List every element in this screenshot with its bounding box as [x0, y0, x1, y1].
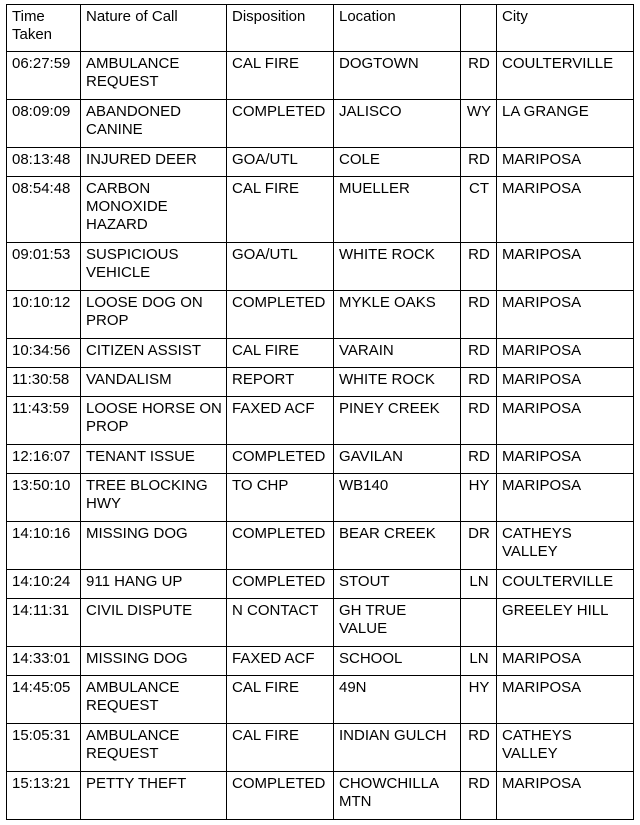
cell-nature: MISSING DOG	[81, 647, 227, 676]
table-row	[7, 368, 634, 397]
header-row	[7, 5, 634, 52]
cell-city: MARIPOSA	[497, 647, 634, 676]
cell-nature: SUSPICIOUS VEHICLE	[81, 243, 227, 291]
cell-suffix: LN	[461, 647, 497, 676]
cell-suffix: RD	[461, 368, 497, 397]
cell-location: SCHOOL	[334, 647, 461, 676]
cell-disposition: GOA/UTL	[227, 243, 334, 291]
table-row	[7, 676, 634, 724]
cell-time: 14:10:16	[7, 522, 81, 570]
cell-nature: VANDALISM	[81, 368, 227, 397]
cell-city: COULTERVILLE	[497, 52, 634, 100]
cell-nature: PETTY THEFT	[81, 772, 227, 820]
cell-time: 11:30:58	[7, 368, 81, 397]
cell-location: CHOWCHILLA MTN	[334, 772, 461, 820]
cell-time: 11:43:59	[7, 397, 81, 445]
cell-location: BEAR CREEK	[334, 522, 461, 570]
cell-location: 49N	[334, 676, 461, 724]
cell-disposition: COMPLETED	[227, 570, 334, 599]
cell-suffix: RD	[461, 397, 497, 445]
cell-disposition: TO CHP	[227, 474, 334, 522]
cell-city: MARIPOSA	[497, 445, 634, 474]
cell-time: 12:16:07	[7, 445, 81, 474]
cell-location: JALISCO	[334, 100, 461, 148]
cell-nature: CARBON MONOXIDE HAZARD	[81, 177, 227, 243]
header-suffix	[461, 5, 497, 52]
cell-location: PINEY CREEK	[334, 397, 461, 445]
cell-disposition: CAL FIRE	[227, 52, 334, 100]
cell-time: 09:01:53	[7, 243, 81, 291]
cell-location: COLE	[334, 148, 461, 177]
cell-city: MARIPOSA	[497, 177, 634, 243]
cell-suffix: RD	[461, 339, 497, 368]
cell-nature: LOOSE HORSE ON PROP	[81, 397, 227, 445]
cell-suffix: RD	[461, 772, 497, 820]
header-disposition: Disposition	[227, 5, 334, 52]
cell-disposition: COMPLETED	[227, 291, 334, 339]
cell-nature: MISSING DOG	[81, 522, 227, 570]
cell-time: 08:09:09	[7, 100, 81, 148]
table-row	[7, 647, 634, 676]
cell-location: WHITE ROCK	[334, 368, 461, 397]
table-row	[7, 339, 634, 368]
cell-location: INDIAN GULCH	[334, 724, 461, 772]
table-row	[7, 291, 634, 339]
cell-disposition: CAL FIRE	[227, 676, 334, 724]
cell-city: MARIPOSA	[497, 339, 634, 368]
table-row	[7, 772, 634, 820]
cell-city: MARIPOSA	[497, 397, 634, 445]
table-row	[7, 100, 634, 148]
cell-city: MARIPOSA	[497, 243, 634, 291]
cell-suffix: LN	[461, 570, 497, 599]
cell-city: MARIPOSA	[497, 148, 634, 177]
cell-nature: ABANDONED CANINE	[81, 100, 227, 148]
cell-disposition: FAXED ACF	[227, 647, 334, 676]
table-row	[7, 570, 634, 599]
cell-suffix: RD	[461, 291, 497, 339]
header-city: City	[497, 5, 634, 52]
cell-disposition: FAXED ACF	[227, 397, 334, 445]
cell-city: MARIPOSA	[497, 291, 634, 339]
cell-suffix: HY	[461, 676, 497, 724]
cell-time: 13:50:10	[7, 474, 81, 522]
cell-nature: CITIZEN ASSIST	[81, 339, 227, 368]
cell-time: 14:45:05	[7, 676, 81, 724]
table-row	[7, 445, 634, 474]
cell-time: 14:10:24	[7, 570, 81, 599]
cell-city: CATHEYS VALLEY	[497, 724, 634, 772]
cell-time: 06:27:59	[7, 52, 81, 100]
cell-disposition: REPORT	[227, 368, 334, 397]
cell-location: MYKLE OAKS	[334, 291, 461, 339]
table-row	[7, 177, 634, 243]
cell-nature: LOOSE DOG ON PROP	[81, 291, 227, 339]
cell-time: 15:13:21	[7, 772, 81, 820]
cell-disposition: CAL FIRE	[227, 177, 334, 243]
cell-nature: CIVIL DISPUTE	[81, 599, 227, 647]
cell-time: 15:05:31	[7, 724, 81, 772]
cell-city: COULTERVILLE	[497, 570, 634, 599]
cell-city: MARIPOSA	[497, 368, 634, 397]
cell-time: 14:33:01	[7, 647, 81, 676]
cell-suffix: RD	[461, 724, 497, 772]
call-log-table	[6, 4, 634, 820]
cell-suffix: RD	[461, 52, 497, 100]
cell-disposition: COMPLETED	[227, 445, 334, 474]
header-nature: Nature of Call	[81, 5, 227, 52]
table-row	[7, 599, 634, 647]
cell-nature: 911 HANG UP	[81, 570, 227, 599]
cell-nature: AMBULANCE REQUEST	[81, 724, 227, 772]
cell-city: GREELEY HILL	[497, 599, 634, 647]
cell-suffix: DR	[461, 522, 497, 570]
cell-suffix: RD	[461, 445, 497, 474]
cell-suffix: RD	[461, 148, 497, 177]
cell-time: 10:34:56	[7, 339, 81, 368]
cell-disposition: COMPLETED	[227, 100, 334, 148]
cell-city: CATHEYS VALLEY	[497, 522, 634, 570]
cell-location: VARAIN	[334, 339, 461, 368]
cell-disposition: COMPLETED	[227, 522, 334, 570]
cell-nature: INJURED DEER	[81, 148, 227, 177]
table-row	[7, 397, 634, 445]
cell-city: MARIPOSA	[497, 772, 634, 820]
cell-nature: AMBULANCE REQUEST	[81, 52, 227, 100]
cell-disposition: GOA/UTL	[227, 148, 334, 177]
cell-disposition: COMPLETED	[227, 772, 334, 820]
cell-location: WHITE ROCK	[334, 243, 461, 291]
cell-nature: TREE BLOCKING HWY	[81, 474, 227, 522]
table-row	[7, 522, 634, 570]
cell-suffix: WY	[461, 100, 497, 148]
cell-location: STOUT	[334, 570, 461, 599]
cell-disposition: CAL FIRE	[227, 339, 334, 368]
table-row	[7, 474, 634, 522]
cell-suffix: HY	[461, 474, 497, 522]
cell-city: MARIPOSA	[497, 676, 634, 724]
cell-suffix	[461, 599, 497, 647]
cell-time: 08:13:48	[7, 148, 81, 177]
table-row	[7, 243, 634, 291]
cell-location: MUELLER	[334, 177, 461, 243]
header-location: Location	[334, 5, 461, 52]
table-row	[7, 148, 634, 177]
cell-location: DOGTOWN	[334, 52, 461, 100]
header-time: Time Taken	[7, 5, 81, 52]
cell-suffix: RD	[461, 243, 497, 291]
cell-time: 14:11:31	[7, 599, 81, 647]
cell-time: 10:10:12	[7, 291, 81, 339]
cell-disposition: N CONTACT	[227, 599, 334, 647]
cell-location: GH TRUE VALUE	[334, 599, 461, 647]
cell-disposition: CAL FIRE	[227, 724, 334, 772]
table-row	[7, 52, 634, 100]
cell-time: 08:54:48	[7, 177, 81, 243]
cell-suffix: CT	[461, 177, 497, 243]
cell-nature: TENANT ISSUE	[81, 445, 227, 474]
table-row	[7, 724, 634, 772]
cell-location: WB140	[334, 474, 461, 522]
cell-city: LA GRANGE	[497, 100, 634, 148]
cell-location: GAVILAN	[334, 445, 461, 474]
cell-nature: AMBULANCE REQUEST	[81, 676, 227, 724]
cell-city: MARIPOSA	[497, 474, 634, 522]
